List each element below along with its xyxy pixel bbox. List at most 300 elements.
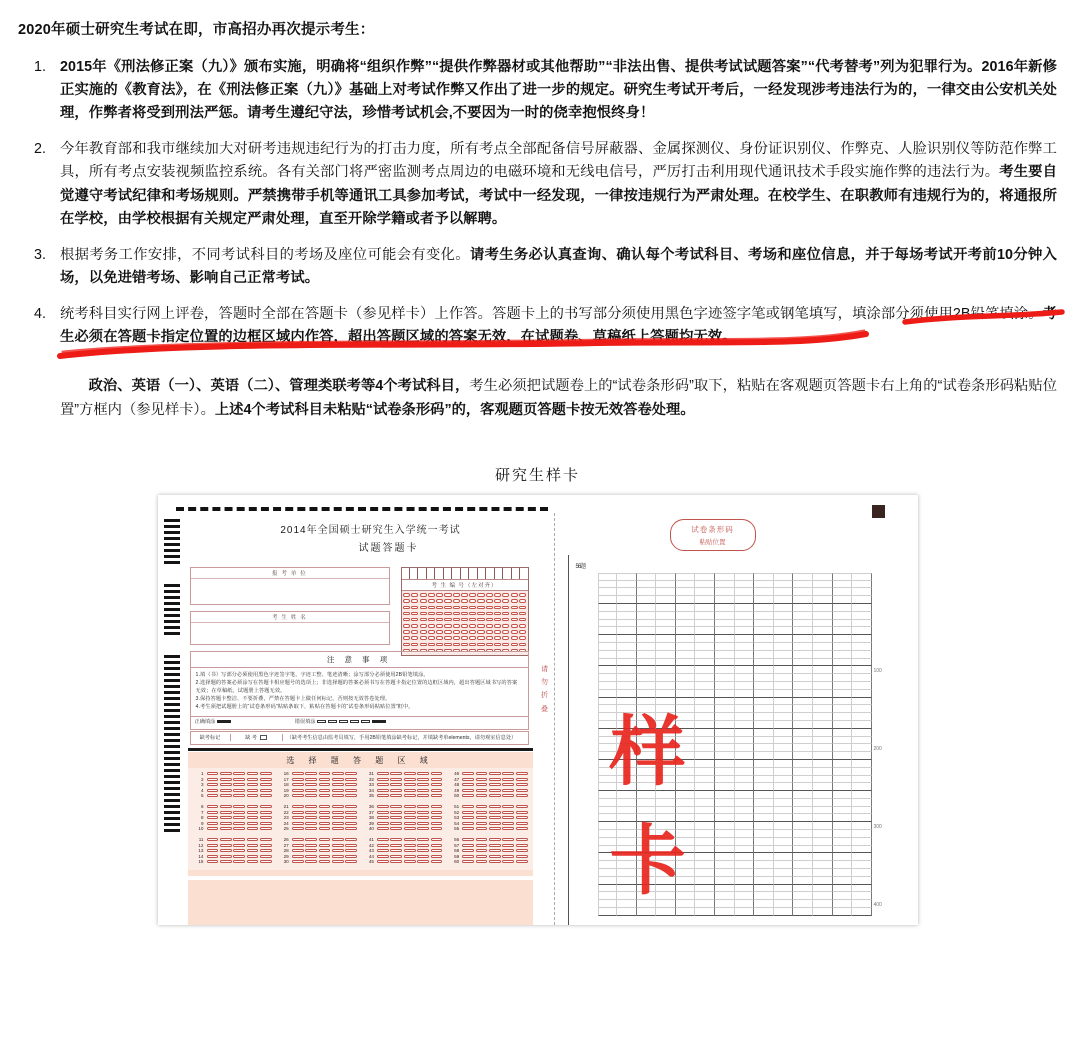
writing-grid-cell[interactable] <box>813 908 833 916</box>
mcq-option-bubble-C[interactable] <box>489 789 501 792</box>
mcq-option-bubble-D[interactable] <box>332 860 344 863</box>
mcq-option-group[interactable] <box>377 783 442 786</box>
writing-grid-cell[interactable] <box>715 682 735 690</box>
mcq-option-bubble-C[interactable] <box>489 838 501 841</box>
mcq-option-bubble-E[interactable] <box>345 805 357 808</box>
writing-grid-cell[interactable] <box>676 651 696 659</box>
mcq-option-bubble-A[interactable] <box>292 789 304 792</box>
writing-grid-cell[interactable] <box>774 581 794 589</box>
candidate-id-bubble[interactable] <box>444 618 451 621</box>
writing-grid-cell[interactable] <box>637 666 657 674</box>
candidate-id-bubble[interactable] <box>411 630 418 633</box>
writing-grid-cell[interactable] <box>617 635 637 643</box>
writing-grid-cell[interactable] <box>676 596 696 604</box>
mcq-option-group[interactable] <box>377 789 442 792</box>
mcq-option-bubble-E[interactable] <box>260 860 272 863</box>
mcq-option-bubble-A[interactable] <box>377 849 389 852</box>
mcq-option-bubble-C[interactable] <box>404 778 416 781</box>
mcq-option-group[interactable] <box>207 822 272 825</box>
mcq-option-bubble-C[interactable] <box>404 772 416 775</box>
mcq-option-group[interactable] <box>377 772 442 775</box>
writing-grid-cell[interactable] <box>833 620 853 628</box>
writing-grid-cell[interactable] <box>793 573 813 581</box>
writing-grid-cell[interactable] <box>774 596 794 604</box>
candidate-id-bubble[interactable] <box>428 643 435 646</box>
mcq-option-bubble-A[interactable] <box>462 789 474 792</box>
mcq-option-group[interactable] <box>462 849 527 852</box>
candidate-id-bubble[interactable] <box>486 636 493 639</box>
writing-grid-cell[interactable] <box>598 612 618 620</box>
candidate-id-bubble[interactable] <box>403 593 410 596</box>
candidate-id-bubble[interactable] <box>444 593 451 596</box>
writing-grid-cell[interactable] <box>656 604 676 612</box>
writing-grid-cell[interactable] <box>754 643 774 651</box>
writing-grid-cell[interactable] <box>852 596 872 604</box>
candidate-id-bubble[interactable] <box>403 636 410 639</box>
writing-grid-cell[interactable] <box>656 627 676 635</box>
candidate-id-bubble[interactable] <box>494 599 501 602</box>
writing-grid-cell[interactable] <box>735 581 755 589</box>
mcq-option-bubble-E[interactable] <box>431 772 443 775</box>
candidate-id-bubble[interactable] <box>420 636 427 639</box>
writing-grid-cell[interactable] <box>637 620 657 628</box>
candidate-id-bubble[interactable] <box>486 630 493 633</box>
candidate-id-bubble[interactable] <box>444 643 451 646</box>
mcq-option-bubble-B[interactable] <box>220 816 232 819</box>
writing-grid-cell[interactable] <box>656 651 676 659</box>
writing-grid-cell[interactable] <box>695 666 715 674</box>
mcq-option-bubble-E[interactable] <box>260 811 272 814</box>
mcq-option-bubble-E[interactable] <box>431 778 443 781</box>
writing-grid-cell[interactable] <box>598 682 618 690</box>
candidate-id-bubble[interactable] <box>469 599 476 602</box>
candidate-id-bubble[interactable] <box>486 624 493 627</box>
mcq-option-bubble-E[interactable] <box>431 822 443 825</box>
writing-grid-cell[interactable] <box>774 682 794 690</box>
mcq-option-group[interactable] <box>462 789 527 792</box>
candidate-id-bubble[interactable] <box>519 612 526 615</box>
writing-grid-cell[interactable] <box>793 627 813 635</box>
mcq-option-bubble-D[interactable] <box>332 778 344 781</box>
writing-grid-cell[interactable] <box>637 612 657 620</box>
writing-grid-cell[interactable] <box>676 627 696 635</box>
mcq-option-bubble-A[interactable] <box>377 794 389 797</box>
writing-grid-cell[interactable] <box>774 620 794 628</box>
mcq-option-bubble-D[interactable] <box>502 855 514 858</box>
writing-grid-cell[interactable] <box>754 620 774 628</box>
candidate-id-bubble[interactable] <box>477 618 484 621</box>
mcq-option-bubble-B[interactable] <box>305 772 317 775</box>
mcq-option-group[interactable] <box>377 778 442 781</box>
candidate-id-bubble[interactable] <box>453 636 460 639</box>
writing-grid-cell[interactable] <box>813 620 833 628</box>
mcq-option-bubble-C[interactable] <box>489 849 501 852</box>
candidate-id-bubble[interactable] <box>444 612 451 615</box>
mcq-option-bubble-E[interactable] <box>345 816 357 819</box>
mcq-option-bubble-E[interactable] <box>345 860 357 863</box>
candidate-id-bubble[interactable] <box>461 593 468 596</box>
writing-grid-cell[interactable] <box>735 604 755 612</box>
writing-grid-cell[interactable] <box>695 620 715 628</box>
writing-grid-cell[interactable] <box>735 596 755 604</box>
candidate-id-bubble[interactable] <box>519 643 526 646</box>
writing-grid-cell[interactable] <box>656 573 676 581</box>
writing-grid-cell[interactable] <box>735 666 755 674</box>
writing-grid-cell[interactable] <box>833 612 853 620</box>
mcq-option-bubble-D[interactable] <box>247 778 259 781</box>
mcq-option-bubble-C[interactable] <box>319 860 331 863</box>
mcq-option-bubble-C[interactable] <box>319 844 331 847</box>
writing-grid-cell[interactable] <box>695 682 715 690</box>
writing-grid-cell[interactable] <box>656 596 676 604</box>
mcq-option-bubble-B[interactable] <box>220 811 232 814</box>
candidate-id-bubble[interactable] <box>436 624 443 627</box>
mcq-option-bubble-E[interactable] <box>345 772 357 775</box>
candidate-id-bubble[interactable] <box>403 624 410 627</box>
mcq-option-bubble-C[interactable] <box>489 778 501 781</box>
candidate-id-bubble[interactable] <box>411 636 418 639</box>
mcq-option-bubble-B[interactable] <box>220 844 232 847</box>
writing-grid-cell[interactable] <box>598 620 618 628</box>
writing-grid-cell[interactable] <box>793 643 813 651</box>
writing-grid-row[interactable] <box>598 674 872 682</box>
writing-grid-cell[interactable] <box>695 674 715 682</box>
writing-grid-cell[interactable] <box>695 604 715 612</box>
mcq-option-bubble-C[interactable] <box>233 783 245 786</box>
mcq-option-group[interactable] <box>207 794 272 797</box>
writing-grid-cell[interactable] <box>676 588 696 596</box>
mcq-option-bubble-B[interactable] <box>390 849 402 852</box>
writing-grid-cell[interactable] <box>774 635 794 643</box>
writing-grid-cell[interactable] <box>852 651 872 659</box>
writing-grid-cell[interactable] <box>793 682 813 690</box>
mcq-option-bubble-C[interactable] <box>319 822 331 825</box>
candidate-id-bubble[interactable] <box>420 643 427 646</box>
mcq-option-bubble-C[interactable] <box>404 789 416 792</box>
mcq-option-bubble-C[interactable] <box>489 827 501 830</box>
writing-grid-cell[interactable] <box>676 666 696 674</box>
candidate-id-bubble[interactable] <box>420 624 427 627</box>
mcq-option-bubble-D[interactable] <box>247 849 259 852</box>
mcq-option-bubble-D[interactable] <box>417 838 429 841</box>
mcq-option-bubble-B[interactable] <box>390 778 402 781</box>
mcq-option-bubble-D[interactable] <box>502 838 514 841</box>
mcq-option-bubble-C[interactable] <box>404 849 416 852</box>
writing-grid-cell[interactable] <box>598 627 618 635</box>
mcq-option-bubble-B[interactable] <box>476 822 488 825</box>
writing-grid-cell[interactable] <box>656 581 676 589</box>
writing-grid-cell[interactable] <box>715 573 735 581</box>
candidate-id-bubble[interactable] <box>428 599 435 602</box>
writing-grid-cell[interactable] <box>617 659 637 667</box>
candidate-id-bubble[interactable] <box>444 624 451 627</box>
mcq-option-bubble-E[interactable] <box>516 772 528 775</box>
mcq-option-bubble-B[interactable] <box>476 772 488 775</box>
mcq-option-bubble-C[interactable] <box>404 783 416 786</box>
mcq-option-group[interactable] <box>462 860 527 863</box>
writing-grid-cell[interactable] <box>617 651 637 659</box>
candidate-id-bubble[interactable] <box>519 593 526 596</box>
writing-grid-cell[interactable] <box>833 908 853 916</box>
candidate-id-bubble[interactable] <box>494 606 501 609</box>
mcq-option-group[interactable] <box>292 805 357 808</box>
mcq-option-bubble-B[interactable] <box>476 855 488 858</box>
writing-grid-cell[interactable] <box>695 908 715 916</box>
writing-grid-cell[interactable] <box>852 604 872 612</box>
writing-grid-cell[interactable] <box>833 666 853 674</box>
mcq-option-bubble-C[interactable] <box>404 805 416 808</box>
writing-grid-cell[interactable] <box>695 627 715 635</box>
mcq-option-bubble-A[interactable] <box>292 860 304 863</box>
mcq-option-group[interactable] <box>207 772 272 775</box>
writing-grid-row[interactable] <box>598 620 872 628</box>
candidate-id-bubble[interactable] <box>486 612 493 615</box>
mcq-option-bubble-C[interactable] <box>319 778 331 781</box>
mcq-option-group[interactable] <box>292 855 357 858</box>
mcq-option-bubble-B[interactable] <box>390 844 402 847</box>
writing-grid-cell[interactable] <box>813 588 833 596</box>
writing-grid-cell[interactable] <box>735 635 755 643</box>
writing-grid-cell[interactable] <box>833 659 853 667</box>
candidate-id-bubble[interactable] <box>477 630 484 633</box>
mcq-option-bubble-C[interactable] <box>233 778 245 781</box>
writing-grid-cell[interactable] <box>774 573 794 581</box>
writing-grid-cell[interactable] <box>754 682 774 690</box>
writing-grid-cell[interactable] <box>774 659 794 667</box>
mcq-option-group[interactable] <box>462 827 527 830</box>
candidate-id-bubble[interactable] <box>502 606 509 609</box>
mcq-option-bubble-A[interactable] <box>207 805 219 808</box>
mcq-option-bubble-A[interactable] <box>377 838 389 841</box>
mcq-option-bubble-D[interactable] <box>332 849 344 852</box>
mcq-row[interactable] <box>193 859 272 865</box>
writing-grid-cell[interactable] <box>617 643 637 651</box>
mcq-option-bubble-D[interactable] <box>332 805 344 808</box>
writing-grid-cell[interactable] <box>617 627 637 635</box>
mcq-option-group[interactable] <box>207 778 272 781</box>
mcq-option-bubble-A[interactable] <box>377 855 389 858</box>
writing-grid-cell[interactable] <box>774 612 794 620</box>
mcq-option-bubble-B[interactable] <box>390 822 402 825</box>
mcq-option-bubble-C[interactable] <box>489 811 501 814</box>
mcq-option-bubble-B[interactable] <box>390 811 402 814</box>
writing-grid-cell[interactable] <box>676 573 696 581</box>
writing-grid-row[interactable] <box>598 666 872 674</box>
mcq-option-group[interactable] <box>207 827 272 830</box>
writing-grid-cell[interactable] <box>754 627 774 635</box>
mcq-option-group[interactable] <box>377 805 442 808</box>
candidate-id-bubble[interactable] <box>453 599 460 602</box>
mcq-option-bubble-B[interactable] <box>305 849 317 852</box>
mcq-option-bubble-B[interactable] <box>390 772 402 775</box>
mcq-option-bubble-A[interactable] <box>207 855 219 858</box>
mcq-option-bubble-B[interactable] <box>305 816 317 819</box>
candidate-id-bubble[interactable] <box>411 606 418 609</box>
mcq-option-bubble-E[interactable] <box>260 855 272 858</box>
mcq-option-bubble-C[interactable] <box>233 827 245 830</box>
writing-grid-cell[interactable] <box>774 627 794 635</box>
mcq-option-bubble-E[interactable] <box>431 844 443 847</box>
writing-grid-cell[interactable] <box>637 604 657 612</box>
writing-grid-cell[interactable] <box>715 674 735 682</box>
writing-grid-cell[interactable] <box>793 635 813 643</box>
writing-grid-cell[interactable] <box>793 612 813 620</box>
candidate-id-bubble[interactable] <box>477 599 484 602</box>
mcq-option-bubble-B[interactable] <box>220 783 232 786</box>
candidate-id-bubble[interactable] <box>494 624 501 627</box>
candidate-id-bubble[interactable] <box>428 618 435 621</box>
mcq-option-bubble-B[interactable] <box>476 860 488 863</box>
mcq-option-bubble-B[interactable] <box>220 827 232 830</box>
mcq-option-bubble-B[interactable] <box>305 794 317 797</box>
mcq-option-bubble-E[interactable] <box>516 778 528 781</box>
mcq-option-bubble-C[interactable] <box>319 827 331 830</box>
candidate-id-bubble[interactable] <box>436 593 443 596</box>
writing-grid-cell[interactable] <box>715 612 735 620</box>
writing-grid-cell[interactable] <box>833 651 853 659</box>
writing-grid-cell[interactable] <box>617 596 637 604</box>
mcq-option-bubble-E[interactable] <box>260 772 272 775</box>
mcq-option-bubble-B[interactable] <box>220 855 232 858</box>
writing-grid-cell[interactable] <box>617 604 637 612</box>
mcq-option-bubble-A[interactable] <box>377 783 389 786</box>
writing-grid-cell[interactable] <box>598 596 618 604</box>
candidate-id-bubble[interactable] <box>461 606 468 609</box>
writing-grid-cell[interactable] <box>695 596 715 604</box>
candidate-id-bubble[interactable] <box>420 618 427 621</box>
mcq-option-bubble-C[interactable] <box>404 844 416 847</box>
writing-grid-cell[interactable] <box>617 682 637 690</box>
candidate-id-bubble[interactable] <box>420 612 427 615</box>
mcq-option-bubble-A[interactable] <box>377 805 389 808</box>
candidate-id-bubble[interactable] <box>519 630 526 633</box>
mcq-option-bubble-B[interactable] <box>305 789 317 792</box>
writing-grid-cell[interactable] <box>637 581 657 589</box>
writing-grid-cell[interactable] <box>833 674 853 682</box>
mcq-option-bubble-B[interactable] <box>476 844 488 847</box>
writing-grid-cell[interactable] <box>774 908 794 916</box>
mcq-option-bubble-E[interactable] <box>516 789 528 792</box>
candidate-id-bubble[interactable] <box>436 630 443 633</box>
writing-grid-cell[interactable] <box>754 612 774 620</box>
mcq-option-bubble-E[interactable] <box>516 811 528 814</box>
writing-grid-cell[interactable] <box>656 659 676 667</box>
candidate-id-bubble[interactable] <box>436 636 443 639</box>
mcq-option-bubble-C[interactable] <box>233 816 245 819</box>
mcq-option-bubble-D[interactable] <box>502 827 514 830</box>
candidate-id-bubble[interactable] <box>453 618 460 621</box>
writing-grid-cell[interactable] <box>754 635 774 643</box>
mcq-option-bubble-E[interactable] <box>345 844 357 847</box>
candidate-id-bubble[interactable] <box>428 636 435 639</box>
mcq-option-bubble-D[interactable] <box>247 822 259 825</box>
candidate-id-bubble[interactable] <box>461 630 468 633</box>
candidate-id-bubble[interactable] <box>477 643 484 646</box>
writing-grid-row[interactable] <box>598 612 872 620</box>
mcq-option-bubble-C[interactable] <box>319 811 331 814</box>
mcq-option-bubble-C[interactable] <box>319 805 331 808</box>
writing-grid-cell[interactable] <box>735 612 755 620</box>
mcq-option-bubble-D[interactable] <box>417 794 429 797</box>
candidate-id-bubble[interactable] <box>477 606 484 609</box>
mcq-option-bubble-A[interactable] <box>207 844 219 847</box>
mcq-option-group[interactable] <box>377 816 442 819</box>
mcq-option-bubble-C[interactable] <box>233 811 245 814</box>
mcq-option-bubble-E[interactable] <box>431 794 443 797</box>
mcq-option-bubble-B[interactable] <box>476 849 488 852</box>
writing-grid-cell[interactable] <box>676 635 696 643</box>
mcq-option-group[interactable] <box>462 783 527 786</box>
mcq-option-group[interactable] <box>292 789 357 792</box>
writing-grid-cell[interactable] <box>676 659 696 667</box>
mcq-option-bubble-C[interactable] <box>233 822 245 825</box>
writing-grid-cell[interactable] <box>715 643 735 651</box>
mcq-option-bubble-E[interactable] <box>260 816 272 819</box>
writing-grid-cell[interactable] <box>617 908 637 916</box>
candidate-id-bubble[interactable] <box>511 636 518 639</box>
writing-grid-cell[interactable] <box>598 651 618 659</box>
writing-grid-row[interactable] <box>598 908 872 916</box>
candidate-id-bubble[interactable] <box>403 630 410 633</box>
writing-grid-cell[interactable] <box>793 908 813 916</box>
mcq-option-bubble-A[interactable] <box>292 827 304 830</box>
mcq-option-bubble-D[interactable] <box>502 849 514 852</box>
mcq-option-bubble-E[interactable] <box>431 838 443 841</box>
mcq-option-bubble-E[interactable] <box>260 849 272 852</box>
mcq-option-group[interactable] <box>292 794 357 797</box>
mcq-option-group[interactable] <box>292 811 357 814</box>
mcq-option-bubble-E[interactable] <box>516 855 528 858</box>
writing-grid-row[interactable] <box>598 573 872 581</box>
candidate-id-bubble[interactable] <box>486 643 493 646</box>
mcq-option-bubble-A[interactable] <box>462 772 474 775</box>
mcq-option-bubble-D[interactable] <box>502 783 514 786</box>
writing-grid-row[interactable] <box>598 635 872 643</box>
writing-grid-cell[interactable] <box>598 604 618 612</box>
writing-grid-cell[interactable] <box>735 659 755 667</box>
candidate-id-bubble[interactable] <box>494 612 501 615</box>
mcq-option-bubble-A[interactable] <box>207 783 219 786</box>
mcq-option-bubble-A[interactable] <box>462 778 474 781</box>
writing-grid-cell[interactable] <box>754 604 774 612</box>
mcq-option-bubble-C[interactable] <box>233 789 245 792</box>
writing-grid-cell[interactable] <box>617 612 637 620</box>
writing-grid-cell[interactable] <box>735 573 755 581</box>
writing-grid-cell[interactable] <box>617 581 637 589</box>
mcq-option-bubble-D[interactable] <box>332 844 344 847</box>
writing-grid-cell[interactable] <box>695 635 715 643</box>
mcq-option-group[interactable] <box>207 860 272 863</box>
writing-grid-cell[interactable] <box>656 674 676 682</box>
mcq-option-group[interactable] <box>207 838 272 841</box>
mcq-option-bubble-A[interactable] <box>207 822 219 825</box>
mcq-option-bubble-C[interactable] <box>233 860 245 863</box>
mcq-option-bubble-D[interactable] <box>247 838 259 841</box>
writing-grid-cell[interactable] <box>715 666 735 674</box>
writing-grid-cell[interactable] <box>637 627 657 635</box>
mcq-option-bubble-B[interactable] <box>390 816 402 819</box>
writing-grid-cell[interactable] <box>656 682 676 690</box>
mcq-option-bubble-E[interactable] <box>345 778 357 781</box>
candidate-id-bubble[interactable] <box>444 599 451 602</box>
candidate-id-bubble[interactable] <box>469 606 476 609</box>
mcq-option-group[interactable] <box>292 783 357 786</box>
writing-grid-cell[interactable] <box>676 908 696 916</box>
mcq-row[interactable] <box>363 859 442 865</box>
mcq-option-bubble-D[interactable] <box>332 855 344 858</box>
candidate-id-bubble[interactable] <box>519 618 526 621</box>
writing-grid-row[interactable] <box>598 604 872 612</box>
